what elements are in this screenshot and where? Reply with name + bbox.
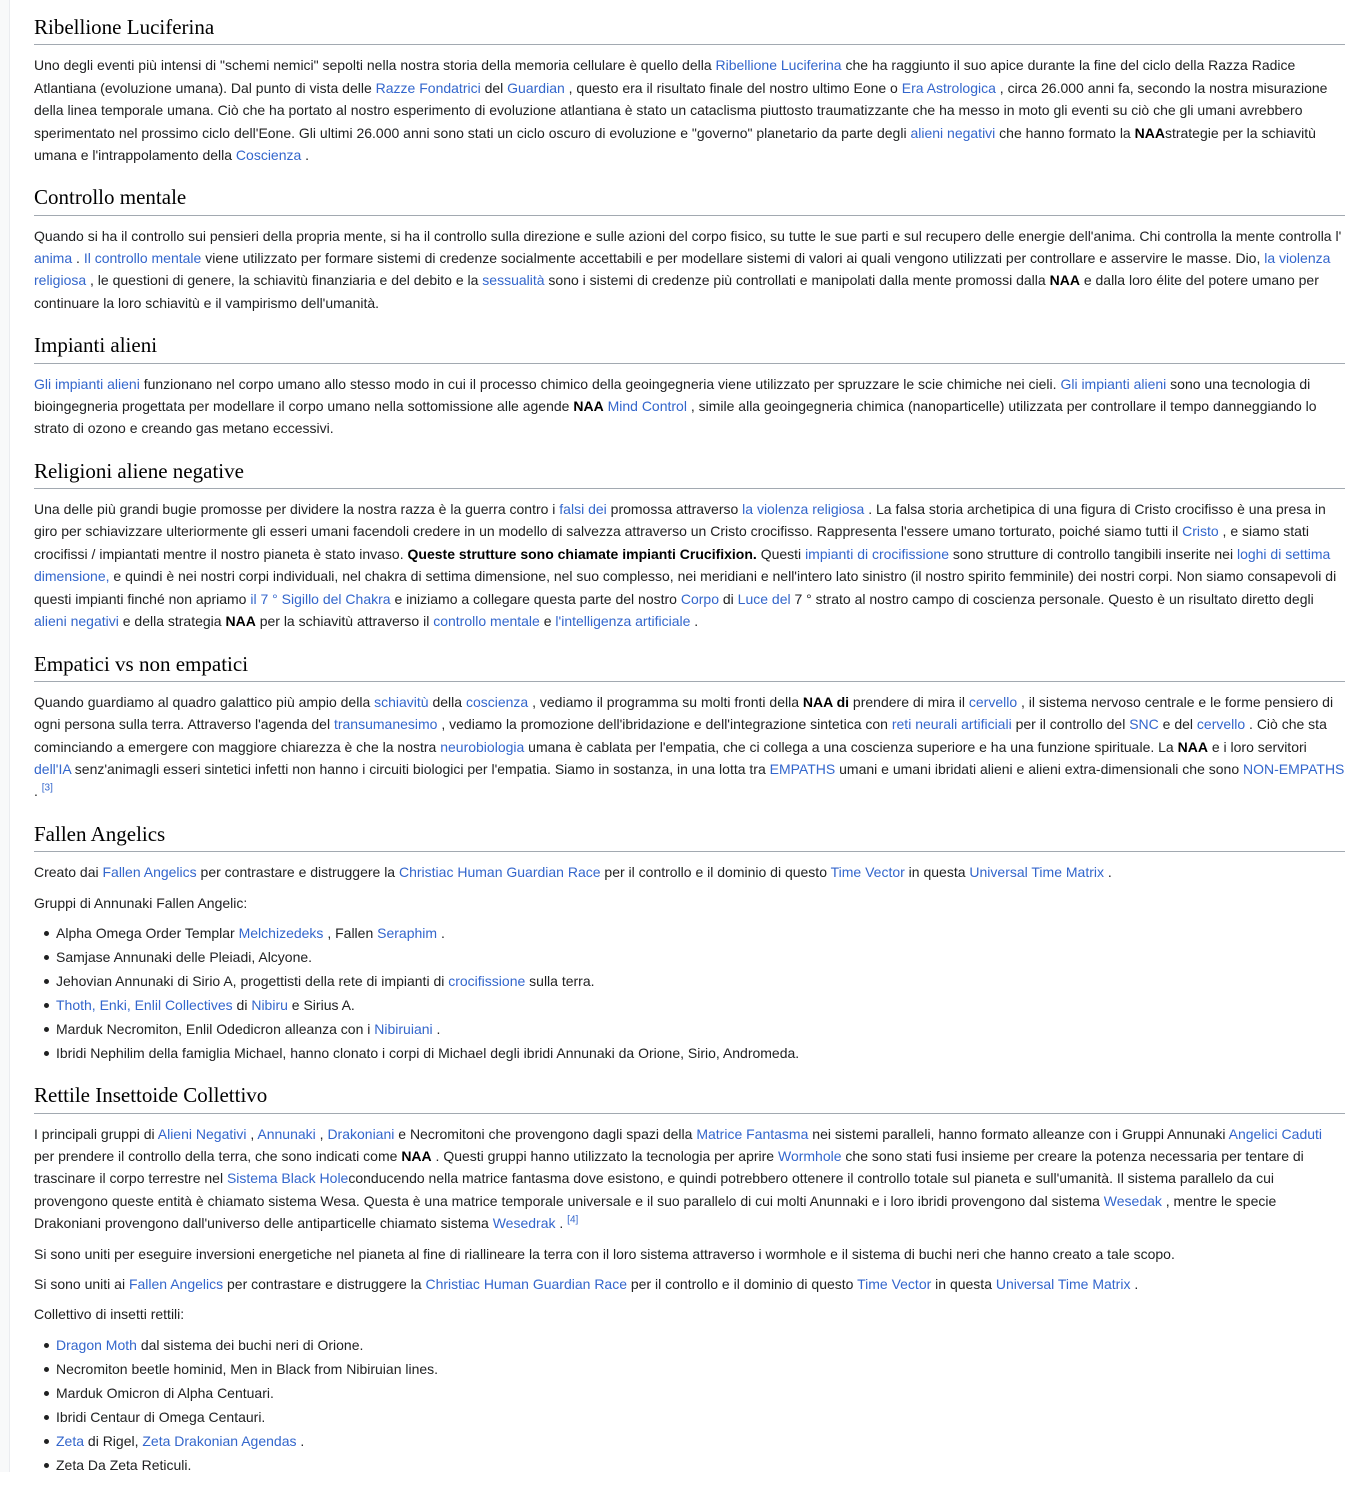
section-heading: Religioni aliene negative <box>34 458 1345 489</box>
link-era-astrologica[interactable]: Era Astrologica <box>901 79 996 96</box>
list-item: Necromiton beetle hominid, Men in Black from Nibiruian lines. <box>56 1358 1345 1380</box>
paragraph: Gli impianti alieni funzionano nel corpo umano allo stesso modo in cui il processo chimico della geoingegneria viene utilizzato per spruzzare le scie chimiche nei cieli. Gli impianti alieni sono una tecnologia di bioingegneria progettata per modellare il corpo umano nella sottomissione alle agende NAA Mind Control , simile alla geoingegneria chimica (nanoparticelle) utilizzata per controllare il tempo danneggiando lo strato di ozono e creando gas metano eccessivi. <box>34 375 1317 437</box>
link-schiavitu[interactable]: schiavitù <box>374 693 429 710</box>
list-item: Dragon Moth dal sistema dei buchi neri di Orione. <box>56 1334 1345 1356</box>
paragraph: Quando guardiamo al quadro galattico più ampio della schiavitù della coscienza , vediamo il programma su molti fronti della NAA di prendere di mira il cervello , il sistema nervoso centrale e le forme pensiero di ogni persona sulla terra. Attraverso l'agenda del transumanesimo , vediamo la promozione dell'ibridazione e dell'integrazione sintetica con reti neurali artificiali per il controllo del SNC e del cervello . Ciò che sta cominciando a emergere con maggiore chiarezza è che la nostra neurobiologia umana è cablata per l'empatia, che ci collega a una coscienza superiore e ha una funzione spirituale. La NAA e i loro servitori dell'IA senz'animagli esseri sintetici infetti non hanno i circuiti biologici per l'empatia. Siamo in sostanza, in una lotta tra EMPATHS umani e umani ibridati alieni e alieni extra-dimensionali che sono NON-EMPATHS . [3] <box>34 693 1345 800</box>
section-heading: Empatici vs non empatici <box>34 651 1345 682</box>
link-sistema-black-hole[interactable]: Sistema Black Hole <box>226 1170 349 1187</box>
paragraph: Gruppi di Annunaki Fallen Angelic: <box>34 894 248 911</box>
link-universal-time-matrix-2[interactable]: Universal Time Matrix <box>995 1276 1131 1293</box>
link-seraphim[interactable]: Seraphim <box>377 924 438 941</box>
link-razze-fondatrici[interactable]: Razze Fondatrici <box>375 79 481 96</box>
paragraph: Creato dai Fallen Angelics per contrastare e distruggere la Christiac Human Guardian Race per il controllo e il dominio di questo Time Vector in questa Universal Time Matrix . <box>34 864 1112 881</box>
link-cervello[interactable]: cervello <box>968 693 1018 710</box>
link-falsi-dei[interactable]: falsi dei <box>559 501 607 518</box>
naa-bold: NAA <box>1049 272 1080 289</box>
naa-bold: NAA <box>225 613 256 630</box>
section-religioni-aliene <box>34 458 1345 633</box>
citation-3[interactable]: [3] <box>41 782 53 794</box>
link-dell-ia[interactable]: dell'IA <box>34 761 71 778</box>
link-coscienza[interactable]: Coscienza <box>235 146 302 163</box>
list-item: Marduk Necromiton, Enlil Odedicron alleanza con i Nibiruiani . <box>56 1018 1345 1040</box>
link-matrice-fantasma[interactable]: Matrice Fantasma <box>696 1125 809 1142</box>
paragraph: Uno degli eventi più intensi di "schemi nemici" sepolti nella nostra storia della memoria cellulare è quello della Ribellione Luciferina che ha raggiunto il suo apice durante la fine del ciclo della Razza Radice Atlantiana (evoluzione umana). Dal punto di vista delle Razze Fondatrici del Guardian , questo era il risultato finale del nostro ultimo Eone o Era Astrologica , circa 26.000 anni fa, secondo la nostra misurazione della linea temporale umana. Ciò che ha portato al nostro esperimento di evoluzione atlantiana è stato un cataclisma piuttosto traumatizzante che ha messo in moto gli eventi su ciò che gli umani avrebbero sperimentato nel prossimo ciclo dell'Eone. Gli ultimi 26.000 anni sono stati un ciclo oscuro di evoluzione e "governo" planetario da parte degli alieni negativi che hanno formato la NAAstrategie per la schiavitù umana e l'intrappolamento della Coscienza . <box>34 57 1328 163</box>
link-alieni-negativi[interactable]: Alieni Negativi <box>157 1125 247 1142</box>
paragraph: Quando si ha il controllo sui pensieri della propria mente, si ha il controllo sulla direzione e sulle azioni del corpo fisico, su tutte le sue parti e sul recupero delle energie dell'anima. Chi controlla la mente controlla l' anima . Il controllo mentale viene utilizzato per formare sistemi di credenze socialmente accettabili e per modellare sistemi di valori ai quali vengono utilizzati per controllare e asservire le masse. Dio, la violenza religiosa , le questioni di genere, la schiavitù finanziaria e del debito e la sessualità sono i sistemi di credenze più controllati e manipolati dalla mente promossi dalla NAA e dalla loro élite del potere umano per continuare la loro schiavitù e il vampirismo dell'umanità. <box>34 227 1342 311</box>
list-item: Alpha Omega Order Templar Melchizedeks , Fallen Seraphim . <box>56 922 1345 944</box>
citation-4[interactable]: [4] <box>567 1214 579 1226</box>
link-fallen-angelics[interactable]: Fallen Angelics <box>102 864 197 881</box>
link-luce-del[interactable]: Luce del <box>737 590 791 607</box>
link-gli-impianti-alieni[interactable]: Gli impianti alieni <box>34 375 140 392</box>
link-la-violenza-religiosa[interactable]: la violenza religiosa <box>34 250 1331 289</box>
link-empaths[interactable]: EMPATHS <box>769 761 836 778</box>
section-heading: Fallen Angelics <box>34 821 1345 852</box>
link-nibiru[interactable]: Nibiru <box>251 996 288 1013</box>
left-margin-bar <box>0 0 10 1472</box>
link-controllo-mentale[interactable]: controllo mentale <box>433 613 540 630</box>
link-thoth-enki-enlil[interactable]: Thoth, Enki, Enlil Collectives <box>56 996 233 1013</box>
naa-bold: NAA <box>1134 124 1165 141</box>
link-neurobiologia[interactable]: neurobiologia <box>440 738 525 755</box>
link-mind-control[interactable]: Mind Control <box>607 397 687 414</box>
list-item: Ibridi Centaur di Omega Centauri. <box>56 1406 1345 1428</box>
bullet-list <box>34 1334 1345 1476</box>
link-intelligenza-artificiale[interactable]: l'intelligenza artificiale <box>555 613 691 630</box>
link-angelici-caduti[interactable]: Angelici Caduti <box>1228 1125 1323 1142</box>
link-reti-neurali-artificiali[interactable]: reti neurali artificiali <box>891 716 1012 733</box>
link-gli-impianti-alieni-2[interactable]: Gli impianti alieni <box>1060 375 1167 392</box>
section-empatici <box>34 651 1345 803</box>
link-alieni-negativi[interactable]: alieni negativi <box>34 613 119 630</box>
section-heading: Ribellione Luciferina <box>34 14 1345 45</box>
link-time-vector-2[interactable]: Time Vector <box>857 1276 932 1293</box>
link-alieni-negativi[interactable]: alieni negativi <box>910 124 996 141</box>
link-non-empaths[interactable]: NON-EMPATHS <box>1243 761 1345 778</box>
link-dragon-moth[interactable]: Dragon Moth <box>56 1336 137 1353</box>
list-item: Jehovian Annunaki di Sirio A, progettisti della rete di impianti di crocifissione sulla terra. <box>56 970 1345 992</box>
section-controllo-mentale <box>34 184 1345 314</box>
section-heading: Rettile Insettoide Collettivo <box>34 1082 1345 1113</box>
link-il-controllo-mentale[interactable]: Il controllo mentale <box>83 250 202 267</box>
link-corpo[interactable]: Corpo <box>680 590 719 607</box>
link-time-vector[interactable]: Time Vector <box>830 864 905 881</box>
link-christiac-human-guardian-race-2[interactable]: Christiac Human Guardian Race <box>425 1276 627 1293</box>
link-annunaki[interactable]: Annunaki <box>257 1125 316 1142</box>
link-zeta-drakonian-agendas[interactable]: Zeta Drakonian Agendas <box>142 1432 297 1449</box>
link-cervello-2[interactable]: cervello <box>1196 716 1246 733</box>
naa-bold: NAA di <box>802 693 850 710</box>
crucifixion-bold: Queste strutture sono chiamate impianti Crucifixion. <box>407 545 757 562</box>
link-anima[interactable]: anima <box>34 250 73 267</box>
section-rettile-insettoide <box>34 1082 1345 1476</box>
link-wesedrak[interactable]: Wesedrak <box>492 1215 556 1232</box>
link-universal-time-matrix[interactable]: Universal Time Matrix <box>969 864 1104 881</box>
link-coscienza[interactable]: coscienza <box>465 693 529 710</box>
paragraph: Collettivo di insetti rettili: <box>34 1306 185 1323</box>
link-cristo[interactable]: Cristo <box>1182 523 1219 540</box>
list-item: Zeta di Rigel, Zeta Drakonian Agendas . <box>56 1430 1345 1452</box>
link-snc[interactable]: SNC <box>1129 716 1159 733</box>
list-item: Zeta Da Zeta Reticuli. <box>56 1454 1345 1476</box>
article-content <box>34 14 1345 1494</box>
link-transumanesimo[interactable]: transumanesimo <box>333 716 438 733</box>
section-heading: Impianti alieni <box>34 332 1345 363</box>
list-item: Thoth, Enki, Enlil Collectives di Nibiru e Sirius A. <box>56 994 1345 1016</box>
link-drakoniani[interactable]: Drakoniani <box>327 1125 395 1142</box>
naa-bold: NAA <box>1177 738 1208 755</box>
link-la-violenza-religiosa[interactable]: la violenza religiosa <box>742 501 865 518</box>
naa-bold: NAA <box>401 1148 432 1165</box>
section-ribellione <box>34 14 1345 166</box>
link-guardian[interactable]: Guardian <box>507 79 565 96</box>
bullet-list <box>34 922 1345 1064</box>
link-loghi-di-settima-dimensione[interactable]: loghi di settima dimensione, <box>34 545 1331 585</box>
naa-bold: NAA <box>573 397 604 414</box>
link-crocifissione[interactable]: crocifissione <box>448 972 526 989</box>
link-nibiruiani[interactable]: Nibiruiani <box>374 1020 433 1037</box>
link-ribellione-luciferina[interactable]: Ribellione Luciferina <box>715 57 842 74</box>
link-impianti-di-crocifissione[interactable]: impianti di crocifissione <box>805 545 950 562</box>
link-sessualita[interactable]: sessualità <box>482 272 545 289</box>
section-heading: Controllo mentale <box>34 184 1345 215</box>
link-christiac-human-guardian-race[interactable]: Christiac Human Guardian Race <box>399 864 601 881</box>
paragraph: Si sono uniti per eseguire inversioni energetiche nel pianeta al fine di riallineare la terra con il loro sistema attraverso i wormhole e il sistema di buchi neri che hanno creato a tale scopo. <box>34 1245 1175 1262</box>
paragraph: Una delle più grandi bugie promosse per dividere la nostra razza è la guerra contro i falsi dei promossa attraverso la violenza religiosa . La falsa storia archetipica di una figura di Cristo crocifisso è una presa in giro per schiavizzare ulteriormente gli esseri umani facendoli credere in un modello di salvezza attraverso un Cristo crocifisso. Rappresenta l'essere umano torturato, poiché siamo tutti il Cristo , e siamo stati crocifissi / impiantati mentre il nostro pianeta è stato invaso. Queste strutture sono chiamate impianti Crucifixion. Questi impianti di crocifissione sono strutture di controllo tangibili inserite nei loghi di settima dimensione, e quindi è nei nostri corpi individuali, nel chakra di settima dimensione, nel suo complesso, nei meridiani e nell'intero lato sinistro (il nostro spirito femminile) dei nostri corpi. Non siamo consapevoli di questi impianti finché non apriamo il 7 ° Sigillo del Chakra e iniziamo a collegare questa parte del nostro Corpo di Luce del 7 ° strato al nostro campo di coscienza personale. Questo è un risultato diretto degli alieni negativi e della strategia NAA per la schiavitù attraverso il controllo mentale e l'intelligenza artificiale . <box>34 501 1337 630</box>
link-wormhole[interactable]: Wormhole <box>777 1148 842 1165</box>
paragraph: Si sono uniti ai Fallen Angelics per contrastare e distruggere la Christiac Human Guardian Race per il controllo e il dominio di questo Time Vector in questa Universal Time Matrix . <box>34 1276 1139 1293</box>
list-item: Ibridi Nephilim della famiglia Michael, hanno clonato i corpi di Michael degli ibridi Annunaki da Orione, Sirio, Andromeda. <box>56 1042 1345 1064</box>
list-item: Marduk Omicron di Alpha Centuari. <box>56 1382 1345 1404</box>
section-fallen-angelics <box>34 821 1345 1065</box>
link-sigillo-del-chakra[interactable]: il 7 ° Sigillo del Chakra <box>250 590 391 607</box>
list-item: Samjase Annunaki delle Pleiadi, Alcyone. <box>56 946 1345 968</box>
link-wesedak[interactable]: Wesedak <box>1103 1192 1162 1209</box>
link-fallen-angelics-2[interactable]: Fallen Angelics <box>128 1276 224 1293</box>
link-zeta[interactable]: Zeta <box>56 1432 85 1449</box>
paragraph: I principali gruppi di Alieni Negativi , Annunaki , Drakoniani e Necromitoni che provengono dagli spazi della Matrice Fantasma nei sistemi paralleli, hanno formato alleanze con i Gruppi Annunaki Angelici Caduti per prendere il controllo della terra, che sono indicati come NAA . Questi gruppi hanno utilizzato la tecnologia per aprire Wormhole che sono stati fusi insieme per creare la potenza necessaria per tentare di trascinare il corpo terrestre nel Sistema Black Holeconducendo nella matrice fantasma dove esistono, e quindi potrebbero ottenere il controllo totale sul pianeta e sull'umanità. Il sistema parallelo da cui provengono queste entità è chiamato sistema Wesa. Questa è una matrice temporale universale e il suo parallelo di cui molti Anunnaki e i loro ibridi provengono dal sistema Wesedak , mentre le specie Drakoniani provengono dall'universo delle antiparticelle chiamato sistema Wesedrak . [4] <box>34 1125 1323 1232</box>
section-impianti-alieni <box>34 332 1345 440</box>
link-melchizedeks[interactable]: Melchizedeks <box>238 924 324 941</box>
